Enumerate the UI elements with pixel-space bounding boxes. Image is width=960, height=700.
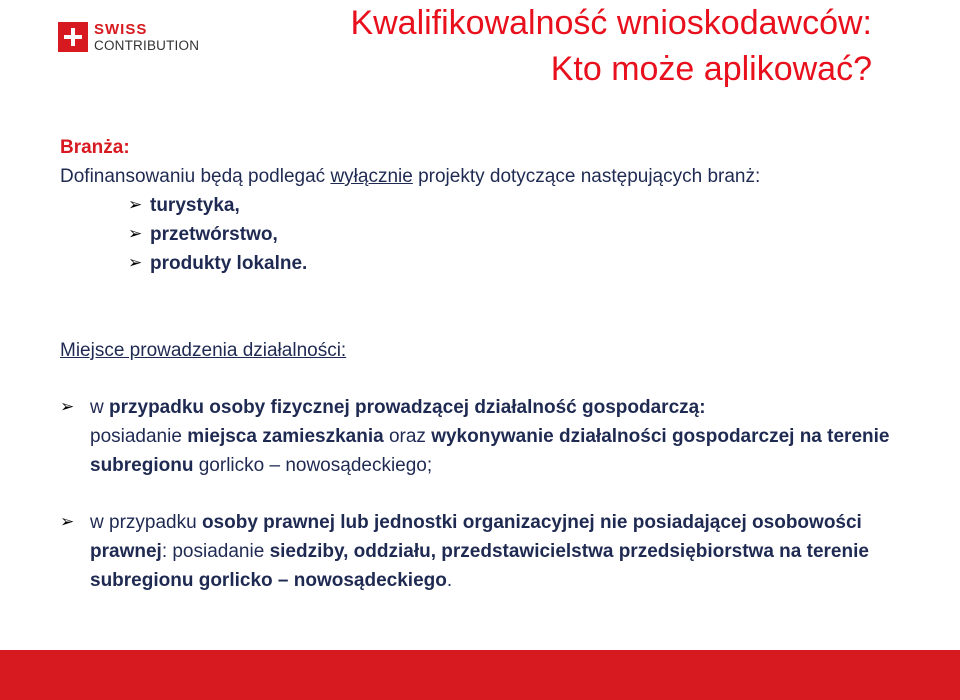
arrow-bullet-icon: ➢ — [128, 195, 143, 215]
text-run: . — [446, 570, 453, 591]
arrow-bullet-icon: ➢ — [128, 224, 143, 244]
miejsce-item-natural-person — [60, 393, 920, 480]
miejsce-item-legal-person — [60, 508, 920, 595]
branza-intro-before: Dofinansowaniu będą podlegać — [60, 166, 331, 187]
text-run: w przypadku — [90, 512, 202, 533]
arrow-bullet-icon: ➢ — [60, 397, 75, 417]
branza-item-label: przetwórstwo, — [150, 224, 278, 245]
text-run: gorlicko – nowosądeckiego; — [193, 455, 433, 476]
logo-text — [94, 22, 199, 53]
logo-word-contribution: CONTRIBUTION — [94, 38, 200, 53]
text-run: w — [90, 397, 109, 418]
list-item — [128, 191, 760, 220]
branza-intro — [60, 162, 760, 191]
list-item — [128, 220, 760, 249]
miejsce-item-text — [60, 508, 920, 595]
logo-word-swiss: SWISS — [94, 21, 148, 38]
swiss-cross-icon — [58, 22, 88, 52]
page-title-line1: Kwalifikowalność wnioskodawców: — [350, 4, 872, 42]
branza-intro-after: projekty dotyczące następujących branż: — [412, 166, 761, 187]
text-run: oraz — [383, 426, 432, 447]
text-run: posiadanie — [90, 426, 188, 447]
miejsce-heading: Miejsce prowadzenia działalności: — [60, 340, 347, 361]
text-run: : posiadanie — [161, 541, 270, 562]
text-run-bold: wykonywanie działalności gospodarczej na terenie subregionu — [90, 426, 890, 476]
swiss-contribution-logo — [58, 22, 199, 53]
text-run-bold: miejsca zamieszkania — [187, 426, 384, 447]
branza-item-label: turystyka, — [150, 195, 240, 216]
branza-heading: Branża: — [60, 137, 130, 158]
text-run-bold: osoby prawnej lub jednostki organizacyjnej nie posiadającej osobowości prawnej — [90, 512, 862, 562]
page-title-line2: Kto może aplikować? — [550, 50, 872, 88]
branza-intro-underlined: wyłącznie — [330, 166, 413, 187]
branza-item-label: produkty lokalne. — [150, 253, 308, 274]
page-title — [350, 0, 872, 92]
branza-section — [60, 133, 760, 278]
list-item — [128, 249, 760, 278]
miejsce-item-text — [60, 393, 920, 480]
text-run-bold: siedziby, oddziału, przedstawicielstwa przedsiębiorstwa na terenie subregionu gorlicko – nowosądeckiego — [90, 541, 869, 591]
footer-band — [0, 650, 960, 700]
branza-list — [60, 191, 760, 278]
arrow-bullet-icon: ➢ — [128, 253, 143, 273]
arrow-bullet-icon: ➢ — [60, 512, 75, 532]
text-run-bold: przypadku osoby fizycznej prowadzącej działalność gospodarczą: — [109, 397, 706, 418]
